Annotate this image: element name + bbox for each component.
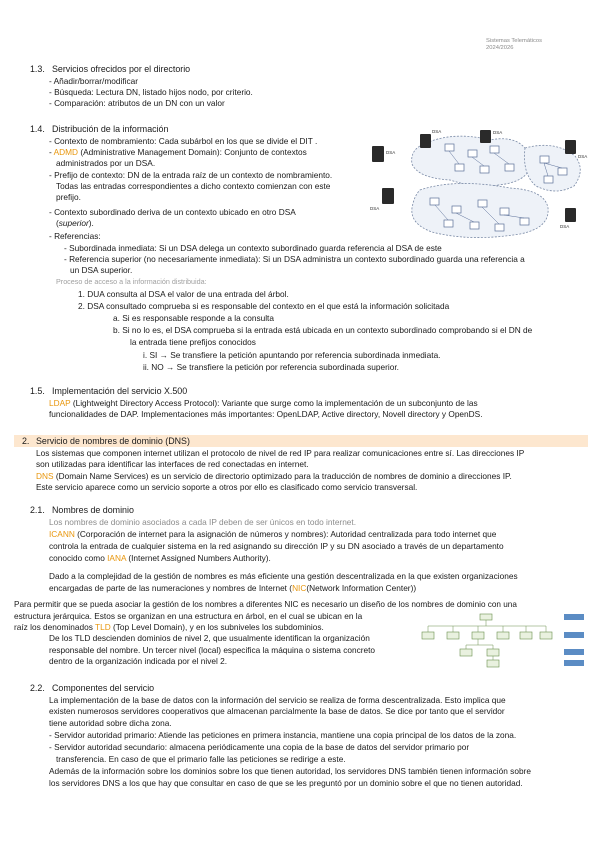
s14-prefix-3: prefijo. [56,192,81,202]
s22-primary: - Servidor autoridad primario: Atiende las peticiones en primera instancia, mantiene una copia principal de los datos de la zona. [49,730,517,740]
tree-node [472,632,484,639]
s2-p2: son utilizadas para identificar las interfaces de red conectadas en internet. [36,459,309,469]
server-icon [372,146,384,162]
section-1-4-heading [30,124,168,135]
tld-pre: raíz los denominados [14,622,96,632]
section-title: Servicio de nombres de dominio (DNS) [36,436,190,446]
admd-definition: (Administrative Management Domain): Conjunto de contextos [78,147,307,157]
nic-pre: encargadas de parte de las numeraciones y nombres de Internet ( [49,583,293,593]
dns-term: DNS [36,471,54,481]
dsa-label: DSA [578,154,588,159]
s14-subordinate-2 [56,218,94,229]
nic-definition: (Network Information Center)) [306,583,417,593]
section-number: 1.4. [30,124,45,134]
section-1-5-heading [30,386,187,397]
document-header [486,38,542,52]
server-icon [565,140,576,154]
tld-definition: (Top Level Domain), y en los subniveles los subdominios. [110,622,324,632]
s14-admd-cont: administrados por un DSA. [56,158,156,168]
server-icon [565,208,576,222]
s21-hier-2: estructura jerárquica. Estos se organizan en una estructura en árbol, en el cual se ubican en la [14,611,363,621]
s15-ldap-1 [49,398,478,409]
node [540,156,549,163]
s21-levels-2: responsable del nombre. Un tercer nivel (local) especifica la máquina o sistema concreto [49,645,376,655]
section-title: Implementación del servicio X.500 [52,386,188,396]
s21-icann-2: controla la entrada de cualquier sistema en la red asignando su dirección IP y su DN asociado a través de un departamento [49,541,504,551]
s21-unique: Los nombres de dominio asociados a cada IP deben de ser únicos en todo internet. [49,517,357,527]
tree-node [487,649,499,656]
context-cloud-bottom [412,183,548,237]
server-icon [480,130,491,143]
tree-node [460,649,472,656]
node [468,150,477,157]
level-tag [564,660,584,666]
tree-node [487,660,499,667]
dns-tree-diagram [418,612,588,670]
node [444,220,453,227]
section-title: Servicios ofrecidos por el directorio [52,64,191,74]
s22-c8: los servidores DNS a los que hay que consultar en caso de que se les preguntó por un dominio sobre el que no tienen autoridad. [49,778,523,788]
dsa-label: DSA [370,206,380,211]
section-2-heading [22,436,190,447]
node [544,176,553,183]
s22-c1: La implementación de la base de datos con la información del servicio se realiza de forma descentralizada. Esto implica que [49,695,506,705]
icann-definition: (Corporación de internet para la asignación de números y nombres): Autoridad centralizada para todo internet que [74,529,497,539]
s14-step-b-1: b. Si no lo es, el DSA comprueba si la entrada está ubicada en un contexto subordinado comprobando si el DN de [113,325,533,335]
section-number: 1.5. [30,386,45,396]
node [470,222,479,229]
s14-step-1: 1. DUA consulta al DSA el valor de una entrada del árbol. [78,289,289,299]
s21-decentral-1: Dado a la complejidad de la gestión de nombres es más eficiente una gestión descentralizada en la que existen organizaciones [49,571,518,581]
s14-naming-context: - Contexto de nombramiento: Cada subárbol en los que se divide el DIT . [49,136,318,146]
s14-ref-immediate: - Subordinada inmediata: Si un DSA delega un contexto subordinado guarda referencia al DSA de este [64,243,442,253]
node [445,144,454,151]
level-tag [564,632,584,638]
iana-term: IANA [107,553,127,563]
s22-c3: tiene autoridad sobre dicha zona. [49,718,172,728]
s15-ldap-2: funcionalidades de DAP. Implementaciones más importantes: OpenLDAP, Active directory, Novell directory y OpenDS. [49,409,483,419]
level-tag [564,649,584,655]
tree-node [447,632,459,639]
node [500,208,509,215]
paren-open: ( [56,218,59,228]
s2-p4: Este servicio aparece como un servicio soporte a otros por ello es clasificado como servicio transversal. [36,482,418,492]
iana-pre: conocido como [49,553,108,563]
section-2-2-heading [30,683,154,694]
s13-item-2: - Búsqueda: Lectura DN, listado hijos nodo, por criterio. [49,87,253,97]
section-number: 1.3. [30,64,45,74]
dsa-label: DSA [493,130,503,135]
s21-icann-3 [49,553,271,564]
superior-italic: superior [58,218,89,228]
dns-definition: (Domain Name Services) es un servicio de directorio optimizado para la traducción de nombres de dominio a direcciones IP. [53,471,512,481]
s13-item-1: - Añadir/borrar/modificar [49,76,138,86]
header-course: Sistemas Telemáticos [486,38,542,44]
admd-term: ADMD [53,147,79,157]
s21-hier-1: Para permitir que se pueda asociar la gestión de los nombres a diferentes NIC es necesario un diseño de los nombres de dominio con una [14,600,517,609]
tree-node [422,632,434,639]
section-title: Componentes del servicio [52,683,155,693]
tld-term: TLD [95,622,111,632]
s21-hier-3 [14,622,324,633]
node [520,218,529,225]
s21-levels-3: dentro de la organización indicada por el nivel 2. [49,656,228,666]
dsa-distribution-diagram [360,128,592,246]
s22-c2: existen numerosos servidores cooperativos que almacenan parcialmente la base de datos. Se dice por tanto que el servidor [49,706,505,716]
s14-process-heading: Proceso de acceso a la información distribuida: [56,277,207,286]
section-2-1-heading [30,505,134,516]
s22-c7: Además de la información sobre los dominios sobre los que tienen autoridad, los servidores DNS también tienen información sobre [49,766,531,776]
section-title: Nombres de dominio [52,505,134,515]
icann-term: ICANN [49,529,75,539]
s22-secondary-2: transferencia. En caso de que el primario falle las peticiones se redirige a este. [56,754,346,764]
s14-prefix-2: Todas las entradas correspondientes a dicho contexto comienzan con este [56,181,331,191]
dsa-label: DSA [560,224,570,229]
node [558,168,567,175]
s14-ref-superior-1: - Referencia superior (no necesariamente inmediata): Si un DSA administra un contexto subordinado guarda una referencia a [64,254,525,264]
section-number: 2.1. [30,505,45,515]
node [480,166,489,173]
nic-term: NIC [292,583,307,593]
s14-step-a: a. Si es responsable responde a la consulta [113,313,274,323]
node [430,198,439,205]
paren-close: ). [88,218,94,228]
server-icon [420,134,431,148]
s14-references: - Referencias: [49,231,101,241]
s13-item-3: - Comparación: atributos de un DN con un valor [49,98,225,108]
s14-subordinate-1: - Contexto subordinado deriva de un contexto ubicado en otro DSA [49,207,296,217]
tree-node [520,632,532,639]
section-1-3-heading [30,64,190,75]
tree-root-node [480,614,492,620]
node [452,206,461,213]
s14-prefix-1: - Prefijo de contexto: DN de la entrada raíz de un contexto de nombramiento. [49,170,333,180]
node [505,164,514,171]
s2-p1: Los sistemas que componen internet utilizan el protocolo de nivel de red IP para realizar comunicaciones entre sí. Las direcciones IP [36,448,525,458]
s21-decentral-2 [49,583,416,594]
tree-node [497,632,509,639]
dsa-label: DSA [386,150,396,155]
server-icon [382,188,394,204]
section-title: Distribución de la información [52,124,169,134]
header-year: 2024/2026 [486,45,514,51]
node [455,164,464,171]
s14-ref-superior-2: un DSA superior. [70,265,133,275]
section-number: 2.2. [30,683,45,693]
level-tag [564,614,584,620]
dsa-label: DSA [432,129,442,134]
s21-levels-1: De los TLD descienden dominios de nivel 2, que usualmente identifican la organización [49,633,370,643]
iana-definition: (Internet Assigned Numbers Authority). [126,553,271,563]
s14-step-b-2: la entrada tiene prefijos conocidos [130,337,256,347]
node [490,146,499,153]
s14-step-2: 2. DSA consultado comprueba si es responsable del contexto en el que está la información solicitada [78,301,450,311]
s14-step-i: i. SI → Se transfiere la petición apuntando por referencia subordinada inmediata. [143,350,441,360]
s21-icann-1 [49,529,496,540]
tree-node [540,632,552,639]
ldap-definition: (Lightweight Directory Access Protocol): Variante que surge como la implementación de un subconjunto de las [70,398,478,408]
section-number: 2. [22,436,30,446]
s22-secondary-1: - Servidor autoridad secundario: almacena periódicamente una copia de la base de datos del servidor primario por [49,742,470,752]
s14-admd: - ADMD (Administrative Management Domain): Conjunto de contextos [49,147,307,157]
s2-dns [36,471,512,482]
node [495,224,504,231]
s14-step-ii: ii. NO → Se transfiere la petición por referencia subordinada superior. [143,362,399,372]
node [478,200,487,207]
ldap-term: LDAP [49,398,71,408]
